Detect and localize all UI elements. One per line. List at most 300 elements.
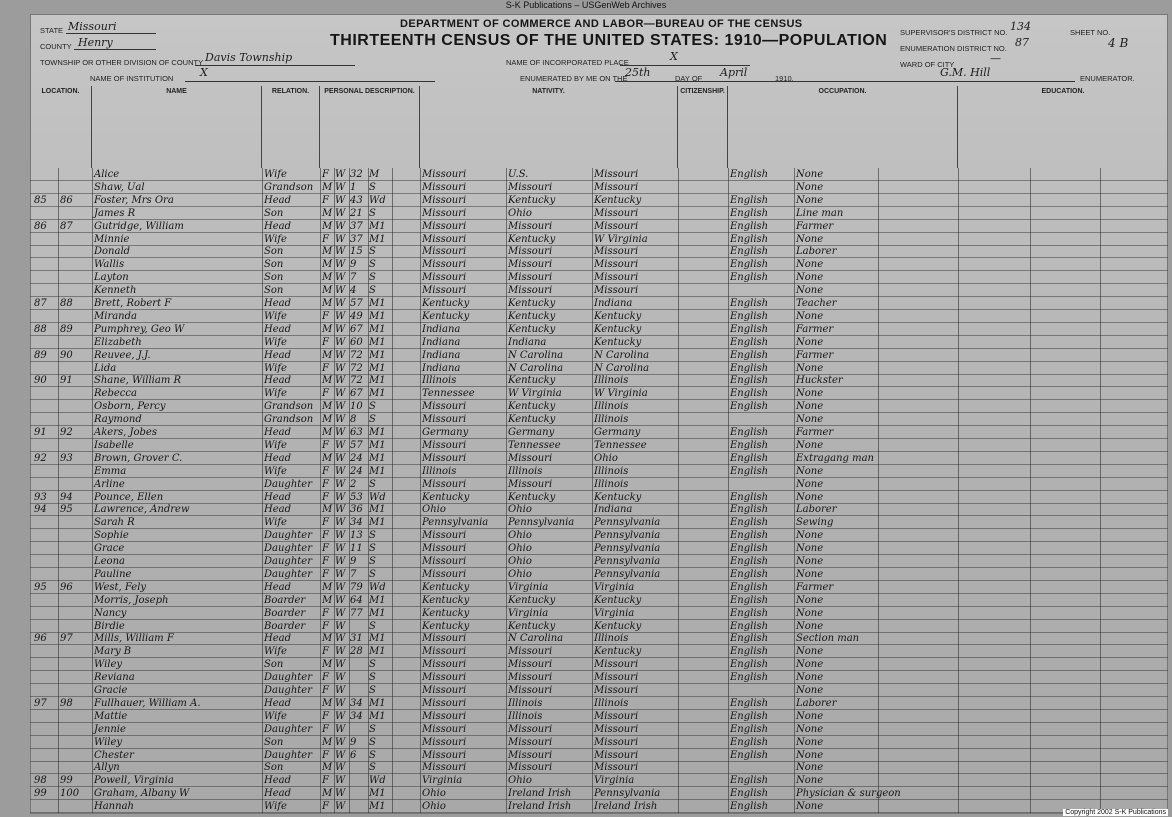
cell-lang: English (730, 543, 769, 555)
township-underline (195, 65, 355, 66)
cell-lang (730, 181, 794, 194)
cell-mother: Kentucky (594, 310, 642, 322)
cell-age: 57 (350, 298, 363, 309)
cell-mar: M1 (369, 298, 386, 309)
cell-mar: S (369, 272, 376, 284)
cell-sex: F (322, 530, 329, 542)
cell-relation: Son (264, 736, 284, 748)
cell-race: W (335, 749, 346, 761)
cell-mother: Kentucky (594, 594, 642, 606)
cell-mother: Missouri (594, 169, 639, 180)
cell-sex: M (322, 285, 333, 297)
cell-dwelling (34, 284, 58, 297)
cell-lang: English (730, 633, 769, 645)
cell-name: Brown, Grover C. (94, 452, 183, 464)
cell-birth: Kentucky (422, 607, 470, 619)
cell-relation: Head (264, 581, 292, 593)
cell-age: 72 (350, 349, 363, 361)
cell-mar: Wd (369, 775, 386, 787)
census-title: THIRTEENTH CENSUS OF THE UNITED STATES: 1910—POPULATION (330, 32, 888, 49)
cell-mother: Missouri (594, 220, 639, 232)
cell-age: 24 (350, 452, 363, 464)
cell-family (60, 620, 86, 633)
cell-occ: None (796, 568, 824, 580)
cell-age: 60 (350, 336, 363, 348)
cell-lang: English (730, 465, 769, 477)
cell-birth: Missouri (422, 723, 467, 735)
cell-age (350, 658, 368, 671)
cell-occ: Physician & surgeon (796, 788, 901, 800)
cell-name: Mattie (94, 710, 128, 722)
archive-banner-text: S-K Publications – USGenWeb Archives (505, 0, 667, 10)
cell-occ: None (796, 530, 824, 542)
cell-age (350, 800, 368, 813)
cell-father: Missouri (508, 285, 553, 297)
cell-mother: N Carolina (594, 349, 650, 361)
cell-family (60, 336, 86, 349)
cell-sex: M (322, 323, 333, 335)
cell-race: W (335, 646, 346, 658)
cell-age: 1 (350, 181, 357, 193)
cell-occ: Farmer (796, 427, 834, 438)
cell-father: Pennsylvania (508, 517, 575, 529)
table-row (30, 710, 1168, 723)
cell-relation: Wife (264, 362, 287, 374)
table-row (30, 194, 1168, 207)
cell-race: W (335, 633, 346, 645)
cell-race: W (335, 736, 346, 748)
cell-race: W (335, 349, 346, 361)
cell-birth: Missouri (422, 478, 467, 490)
cell-birth: Missouri (422, 439, 467, 451)
cell-sex: M (322, 452, 333, 464)
cell-lang: English (730, 788, 769, 800)
col-group-nativity-title: NATIVITY. (532, 88, 565, 95)
table-row (30, 542, 1168, 555)
cell-race: W (335, 723, 346, 735)
census-sheet (30, 14, 1168, 814)
ward-label: WARD OF CITY (900, 60, 955, 69)
cell-relation: Head (264, 427, 292, 438)
cell-dwelling (34, 645, 58, 658)
cell-family (60, 594, 86, 607)
cell-birth: Indiana (422, 362, 461, 374)
cell-mar: M1 (369, 336, 386, 348)
cell-father: Ohio (508, 568, 532, 580)
col-group-occupation-title: OCCUPATION. (818, 88, 867, 95)
cell-sex: F (322, 723, 329, 735)
cell-relation: Wife (264, 517, 287, 529)
cell-dwelling: 87 (34, 298, 47, 309)
table-row (30, 297, 1168, 310)
cell-lang: English (730, 801, 769, 813)
cell-mar: M1 (369, 788, 386, 800)
cell-dwelling (34, 607, 58, 620)
cell-occ: Laborer (796, 504, 837, 516)
cell-mother: Virginia (594, 581, 635, 593)
cell-dwelling (34, 723, 58, 736)
cell-mother: Indiana (594, 504, 633, 516)
cell-occ: None (796, 439, 824, 451)
cell-race: W (335, 362, 346, 374)
cell-family (60, 658, 86, 671)
cell-sex: F (322, 607, 329, 619)
enumerated-label: ENUMERATED BY ME ON THE (520, 74, 628, 83)
cell-lang: English (730, 401, 769, 413)
cell-sex: M (322, 427, 333, 438)
cell-occ: Laborer (796, 697, 837, 709)
cell-family: 100 (60, 788, 80, 800)
county-label: COUNTY (40, 42, 72, 51)
cell-father: Missouri (508, 672, 553, 684)
cell-mother: N Carolina (594, 362, 650, 374)
cell-sex: F (322, 336, 329, 348)
cell-family (60, 258, 86, 271)
table-row (30, 220, 1168, 233)
cell-name: Arline (94, 478, 125, 490)
cell-name: Shaw, Ual (94, 181, 145, 193)
cell-relation: Daughter (264, 530, 312, 542)
cell-name: Birdie (94, 620, 125, 632)
column-rule (262, 168, 263, 813)
cell-father: Missouri (508, 736, 553, 748)
cell-occ: None (796, 362, 824, 374)
cell-dwelling (34, 555, 58, 568)
cell-mar: M1 (369, 452, 386, 464)
cell-age: 67 (350, 323, 363, 335)
cell-mar: S (369, 620, 376, 632)
cell-relation: Daughter (264, 723, 312, 735)
cell-sex: M (322, 594, 333, 606)
cell-father: Missouri (508, 478, 553, 490)
cell-father: Ohio (508, 775, 532, 787)
cell-occ: None (796, 672, 824, 684)
cell-lang (730, 413, 794, 426)
cell-dwelling: 96 (34, 633, 47, 645)
cell-sex: F (322, 491, 329, 503)
cell-sex: M (322, 697, 333, 709)
cell-lang: English (730, 272, 769, 284)
cell-family: 87 (60, 220, 73, 232)
cell-name: Reuvee, J.J. (94, 349, 151, 361)
cell-dwelling: 98 (34, 775, 47, 787)
cell-race: W (335, 220, 346, 232)
state-label: STATE (40, 26, 64, 35)
cell-lang: English (730, 169, 769, 180)
cell-age: 13 (350, 530, 363, 542)
cell-mar: S (369, 723, 376, 735)
cell-mar: M1 (369, 710, 386, 722)
cell-name: Foster, Mrs Ora (94, 194, 174, 206)
cell-family (60, 542, 86, 555)
cell-mother: Illinois (594, 478, 629, 490)
cell-occ: None (796, 659, 824, 671)
cell-occ: None (796, 259, 824, 271)
cell-name: Pauline (94, 568, 132, 580)
cell-father: Ohio (508, 207, 532, 219)
cell-sex: M (322, 246, 333, 258)
cell-dwelling (34, 736, 58, 749)
cell-sex: M (322, 349, 333, 361)
cell-relation: Head (264, 375, 292, 387)
cell-mother: Pennsylvania (594, 568, 661, 580)
cell-dwelling (34, 671, 58, 684)
cell-family: 97 (60, 633, 73, 645)
cell-father: Kentucky (508, 233, 556, 245)
supervisor-value: 134 (1010, 20, 1031, 33)
cell-sex: M (322, 659, 333, 671)
cell-age: 8 (350, 414, 357, 426)
cell-birth: Kentucky (422, 310, 470, 322)
cell-family (60, 413, 86, 426)
cell-mar: S (369, 749, 376, 761)
cell-occ: None (796, 620, 824, 632)
cell-lang: English (730, 530, 769, 542)
cell-age: 24 (350, 465, 363, 477)
cell-birth: Missouri (422, 697, 467, 709)
table-row (30, 362, 1168, 375)
cell-father: N Carolina (508, 362, 564, 374)
cell-mar: M1 (369, 607, 386, 619)
cell-lang: English (730, 749, 769, 761)
cell-age: 21 (350, 207, 363, 219)
cell-occ: None (796, 594, 824, 606)
cell-dwelling: 97 (34, 697, 47, 709)
cell-race: W (335, 323, 346, 335)
cell-birth: Indiana (422, 349, 461, 361)
cell-family (60, 800, 86, 813)
cell-race: W (335, 517, 346, 529)
cell-mar: S (369, 736, 376, 748)
cell-father: Missouri (508, 246, 553, 258)
cell-mar: M1 (369, 465, 386, 477)
cell-race: W (335, 298, 346, 309)
cell-occ: None (796, 775, 824, 787)
cell-mother: Illinois (594, 375, 629, 387)
column-rule (392, 168, 393, 813)
cell-relation: Head (264, 775, 292, 787)
cell-relation: Boarder (264, 620, 306, 632)
cell-family (60, 645, 86, 658)
cell-age: 37 (350, 220, 363, 232)
cell-relation: Head (264, 349, 292, 361)
cell-birth: Missouri (422, 181, 467, 193)
cell-dwelling (34, 684, 58, 697)
cell-relation: Wife (264, 465, 287, 477)
cell-occ: None (796, 414, 824, 426)
cell-birth: Kentucky (422, 298, 470, 309)
cell-birth: Virginia (422, 775, 463, 787)
col-group-nativity (420, 86, 678, 168)
cell-father: Ohio (508, 543, 532, 555)
cell-lang: English (730, 375, 769, 387)
cell-father: Missouri (508, 762, 553, 774)
cell-race: W (335, 285, 346, 297)
cell-age (350, 787, 368, 800)
cell-age (350, 723, 368, 736)
cell-occ: None (796, 465, 824, 477)
cell-age: 34 (350, 710, 363, 722)
cell-sex: M (322, 414, 333, 426)
cell-occ: Huckster (796, 375, 843, 387)
cell-age: 6 (350, 749, 357, 761)
cell-family: 95 (60, 504, 73, 516)
cell-birth: Missouri (422, 633, 467, 645)
cell-race: W (335, 207, 346, 219)
cell-lang (730, 761, 794, 774)
cell-relation: Head (264, 298, 292, 309)
cell-sex: M (322, 220, 333, 232)
cell-occ: None (796, 233, 824, 245)
cell-race: W (335, 465, 346, 477)
cell-race: W (335, 568, 346, 580)
cell-race: W (335, 233, 346, 245)
cell-relation: Head (264, 220, 292, 232)
table-row (30, 491, 1168, 504)
cell-birth: Missouri (422, 543, 467, 555)
cell-birth: Missouri (422, 169, 467, 180)
cell-mother: Ireland Irish (594, 801, 658, 813)
col-group-name-title: NAME (166, 88, 187, 95)
cell-race: W (335, 710, 346, 722)
cell-birth: Illinois (422, 375, 457, 387)
cell-dwelling (34, 465, 58, 478)
cell-lang: English (730, 439, 769, 451)
cell-sex: F (322, 362, 329, 374)
cell-mar: S (369, 659, 376, 671)
cell-birth: Missouri (422, 556, 467, 567)
sheet-value: 4 B (1108, 36, 1129, 50)
cell-father: Missouri (508, 685, 553, 696)
cell-age: 9 (350, 259, 357, 271)
cell-mar: S (369, 207, 376, 219)
cell-relation: Boarder (264, 594, 306, 606)
cell-mother: Kentucky (594, 491, 642, 503)
cell-mar: M1 (369, 697, 386, 709)
cell-birth: Tennessee (422, 388, 475, 400)
cell-dwelling (34, 258, 58, 271)
cell-birth: Missouri (422, 659, 467, 671)
col-group-relation (262, 86, 320, 168)
cell-family: 92 (60, 427, 73, 438)
cell-mar: S (369, 672, 376, 684)
table-row (30, 620, 1168, 633)
cell-race: W (335, 594, 346, 606)
cell-relation: Daughter (264, 556, 312, 567)
table-row (30, 749, 1168, 762)
cell-occ: Farmer (796, 349, 834, 361)
cell-family (60, 400, 86, 413)
cell-lang: English (730, 736, 769, 748)
cell-father: Kentucky (508, 375, 556, 387)
incorporated-label: NAME OF INCORPORATED PLACE (506, 58, 629, 67)
cell-family (60, 362, 86, 375)
cell-mother: Missouri (594, 685, 639, 696)
cell-relation: Son (264, 659, 284, 671)
cell-dwelling (34, 439, 58, 452)
census-grid (30, 86, 1168, 814)
cell-family (60, 529, 86, 542)
cell-birth: Missouri (422, 646, 467, 658)
cell-age: 10 (350, 401, 363, 413)
cell-lang: English (730, 207, 769, 219)
cell-name: Osborn, Percy (94, 401, 166, 413)
cell-relation: Grandson (264, 414, 314, 426)
cell-lang: English (730, 233, 769, 245)
cell-occ: None (796, 285, 824, 297)
cell-age: 28 (350, 646, 363, 658)
cell-race: W (335, 620, 346, 632)
cell-sex: F (322, 194, 329, 206)
cell-race: W (335, 685, 346, 696)
table-row (30, 349, 1168, 362)
table-row (30, 336, 1168, 349)
column-rule (728, 168, 729, 813)
cell-race: W (335, 246, 346, 258)
col-group-name (92, 86, 262, 168)
cell-birth: Missouri (422, 568, 467, 580)
cell-age: 9 (350, 736, 357, 748)
cell-mother: Missouri (594, 672, 639, 684)
cell-age: 34 (350, 697, 363, 709)
cell-father: Virginia (508, 607, 549, 619)
department-heading: DEPARTMENT OF COMMERCE AND LABOR—BUREAU OF THE CENSUS (400, 18, 803, 30)
cell-age (350, 684, 368, 697)
cell-father: Missouri (508, 220, 553, 232)
cell-relation: Head (264, 504, 292, 516)
column-rule (334, 168, 335, 813)
institution-value: X (200, 66, 208, 79)
cell-name: Pounce, Ellen (94, 491, 164, 503)
column-rule (58, 168, 59, 813)
column-rule (320, 168, 321, 813)
cell-birth: Illinois (422, 465, 457, 477)
cell-mar: M1 (369, 310, 386, 322)
cell-family (60, 478, 86, 491)
cell-mother: Missouri (594, 723, 639, 735)
cell-sex: M (322, 181, 333, 193)
col-group-citizenship (678, 86, 728, 168)
cell-name: Lida (94, 362, 117, 374)
column-rule (794, 168, 795, 813)
cell-relation: Wife (264, 336, 287, 348)
cell-mother: Missouri (594, 285, 639, 297)
cell-birth: Missouri (422, 220, 467, 232)
enumerator-label: ENUMERATOR. (1080, 74, 1135, 83)
cell-occ: None (796, 762, 824, 774)
cell-dwelling (34, 271, 58, 284)
cell-name: Emma (94, 465, 127, 477)
cell-name: Wiley (94, 659, 123, 671)
cell-mother: Germany (594, 427, 641, 438)
cell-dwelling (34, 620, 58, 633)
cell-race: W (335, 388, 346, 400)
cell-lang: English (730, 775, 769, 787)
cell-father: Missouri (508, 272, 553, 284)
cell-dwelling (34, 542, 58, 555)
cell-relation: Son (264, 285, 284, 297)
table-row (30, 607, 1168, 620)
cell-sex: F (322, 801, 329, 813)
cell-occ: None (796, 646, 824, 658)
cell-occ: Laborer (796, 246, 837, 258)
cell-age: 31 (350, 633, 363, 645)
cell-mar: S (369, 181, 376, 193)
cell-dwelling (34, 749, 58, 762)
cell-occ: None (796, 710, 824, 722)
cell-family (60, 310, 86, 323)
cell-lang: English (730, 556, 769, 567)
